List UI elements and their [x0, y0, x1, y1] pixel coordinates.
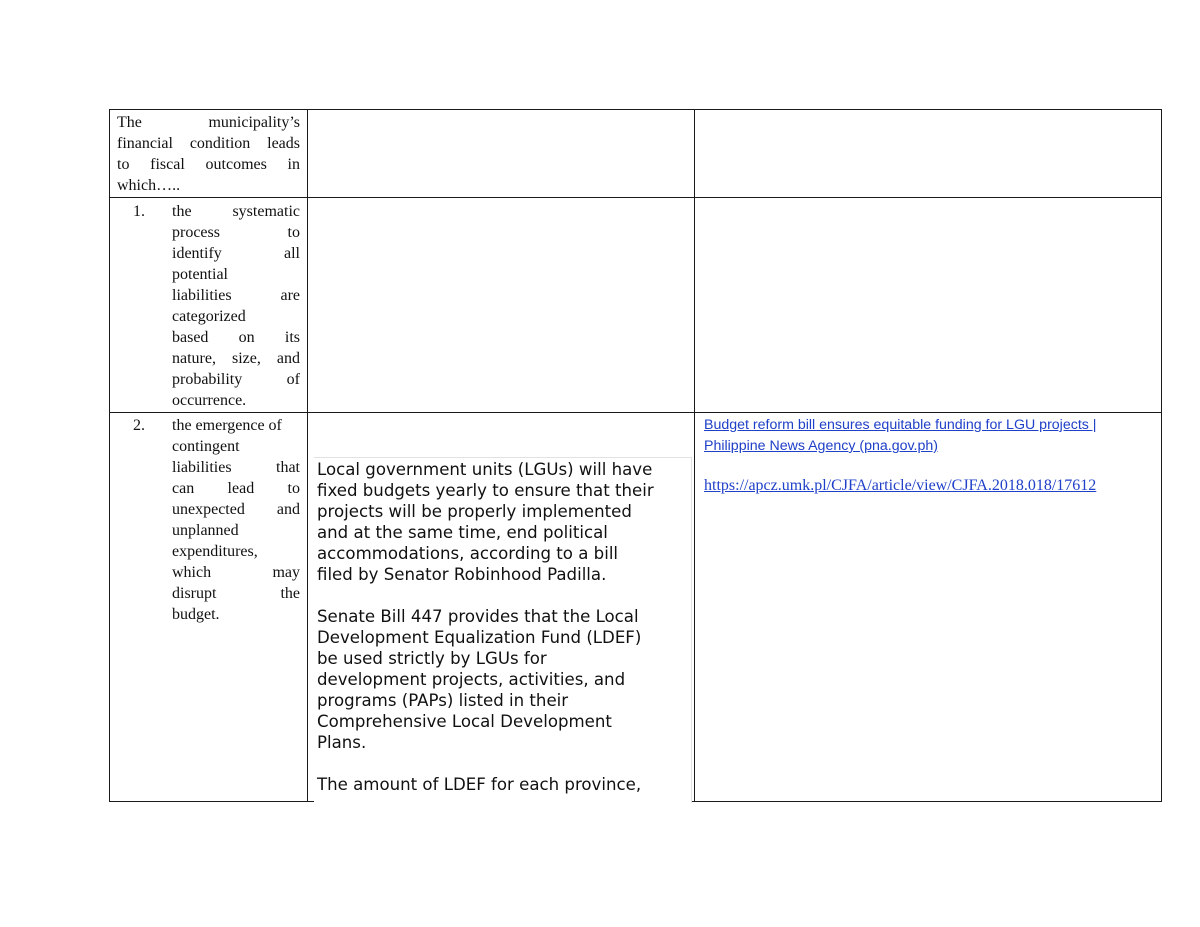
text-line: categorized [172, 308, 246, 325]
list-number: 1. [133, 203, 145, 220]
table-border-left [109, 109, 110, 802]
link-line: Philippine News Agency (pna.gov.ph) [704, 438, 938, 454]
text-line: financial condition leads [117, 135, 300, 152]
excerpt-paragraph: Local government units (LGUs) will have fixed budgets yearly to ensure that their projects will be properly implemented and at the same time, end political accommodations, according to a bill filed by Senator Robinhood Padilla. [317, 460, 654, 584]
list-item-2 [125, 415, 301, 635]
text-line: budget. [172, 606, 220, 623]
pna-article-link[interactable] [704, 415, 1159, 457]
text-line: The municipality’s [117, 114, 300, 131]
text-line: unexpected and [172, 501, 300, 518]
text-line: probability of [172, 371, 300, 388]
text-line: nature, size, and [172, 350, 300, 367]
text-line: unplanned [172, 522, 239, 539]
text-line: identify all [172, 245, 300, 262]
table-row-divider [109, 412, 1162, 413]
list-number: 2. [133, 417, 145, 434]
table-border-right [1161, 109, 1162, 802]
cjfa-article-link[interactable]: https://apcz.umk.pl/CJFA/article/view/CJFA.2018.018/17612 [704, 477, 1097, 494]
text-line: disrupt the [172, 585, 300, 602]
table-column-divider [307, 109, 308, 802]
text-line: potential [172, 266, 228, 283]
text-line: occurrence. [172, 392, 247, 409]
text-line: liabilities that [172, 459, 300, 476]
text-line: the systematic [172, 203, 300, 220]
table-row-divider [109, 197, 1162, 198]
text-line: expenditures, [172, 543, 258, 560]
text-line: which….. [117, 177, 181, 194]
text-line: can lead to [172, 480, 300, 497]
row1-criteria-cell [117, 112, 300, 196]
list-item-text [172, 415, 300, 625]
text-line: which may [172, 564, 300, 581]
table-border-top [109, 109, 1162, 110]
document-table [109, 109, 1162, 802]
text-line: liabilities are [172, 287, 300, 304]
list-item-text [172, 201, 300, 411]
excerpt-paragraph: Senate Bill 447 provides that the Local Development Equalization Fund (LDEF) be used strictly by LGUs for development projects, activities, and programs (PAPs) listed in their Comprehensive Local Development Plans. [317, 607, 642, 752]
list-item-1 [125, 201, 301, 411]
text-line: contingent [172, 438, 240, 455]
text-line: the emergence of [172, 417, 282, 434]
excerpt-paragraph: The amount of LDEF for each province, [317, 775, 642, 794]
text-line: based on its [172, 329, 300, 346]
text-line: process to [172, 224, 300, 241]
text-line: to fiscal outcomes in [117, 156, 300, 173]
table-column-divider [694, 109, 695, 802]
news-excerpt-box [314, 457, 692, 803]
sources-cell [704, 415, 1159, 496]
link-line: Budget reform bill ensures equitable funding for LGU projects | [704, 417, 1097, 433]
